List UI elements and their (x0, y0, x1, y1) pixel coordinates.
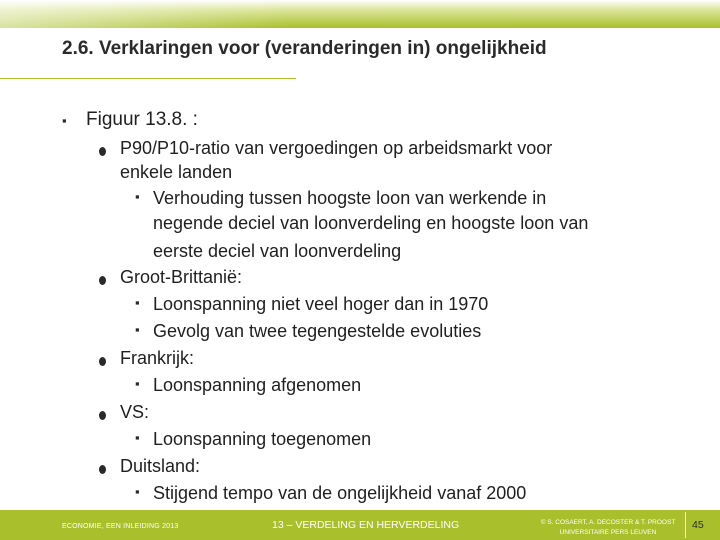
square-bullet-icon: ▪ (135, 322, 140, 337)
sub-bullet-text: Stijgend tempo van de ongelijkheid vanaf 2000 (153, 483, 527, 503)
footer-course-title: ECONOMIE, EEN INLEIDING 2013 (62, 523, 179, 530)
square-bullet-icon: ▪ (135, 376, 140, 391)
footer-copyright (528, 518, 688, 538)
bullet-text-continued: enkele landen (120, 162, 233, 182)
round-bullet-icon (99, 147, 106, 156)
square-bullet-icon: ▪ (135, 189, 140, 204)
bullet-text: VS: (120, 402, 150, 422)
title-underline (0, 78, 296, 79)
sub-bullet-text: Loonspanning niet veel hoger dan in 1970 (153, 294, 489, 314)
sub-bullet-text: Verhouding tussen hoogste loon van werkende in (153, 188, 547, 208)
sub-bullet-text: Loonspanning toegenomen (153, 429, 372, 449)
bullet-text: Duitsland: (120, 456, 201, 476)
bullet-text: P90/P10-ratio van vergoedingen op arbeidsmarkt voor (120, 138, 553, 158)
sub-bullet-text: Loonspanning afgenomen (153, 375, 362, 395)
sub-bullet-text-continued: negende deciel van loonverdeling en hoogste loon van (153, 213, 589, 233)
footer-chapter-title: 13 – VERDELING EN HERVERDELING (272, 519, 460, 531)
footer-divider (685, 512, 686, 538)
bullet-text: Groot-Brittanië: (120, 267, 243, 287)
bullet-text: Frankrijk: (120, 348, 195, 368)
square-bullet-icon: ▪ (135, 430, 140, 445)
page-number: 45 (692, 519, 704, 531)
footer-authors: © S. COSAERT, A. DECOSTER & T. PROOST (540, 519, 676, 526)
figure-heading: Figuur 13.8. : (86, 109, 198, 130)
slide-title: 2.6. Verklaringen voor (veranderingen in) ongelijkheid (62, 38, 547, 59)
square-bullet-icon: ▪ (135, 484, 140, 499)
round-bullet-icon (99, 357, 106, 366)
square-bullet-icon: ▪ (62, 113, 67, 128)
round-bullet-icon (99, 465, 106, 474)
round-bullet-icon (99, 411, 106, 420)
sub-bullet-text-continued: eerste deciel van loonverdeling (153, 241, 402, 261)
sub-bullet-text: Gevolg van twee tegengestelde evoluties (153, 321, 482, 341)
round-bullet-icon (99, 276, 106, 285)
square-bullet-icon: ▪ (135, 295, 140, 310)
footer-publisher: UNIVERSITAIRE PERS LEUVEN (559, 529, 657, 536)
top-accent-band (0, 0, 720, 28)
